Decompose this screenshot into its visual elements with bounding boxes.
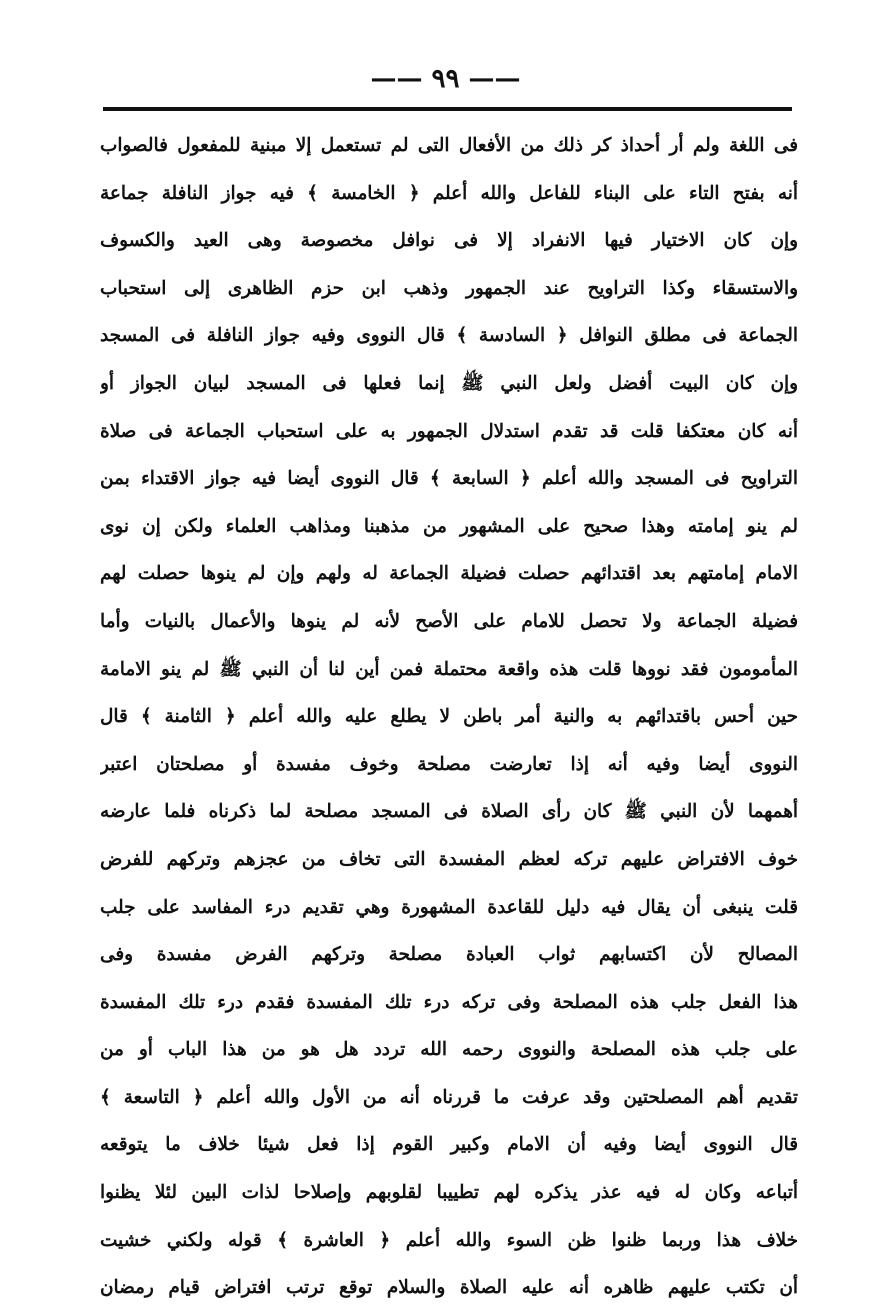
- text-line: فى اللغة ولم أر أحداذ كر ذلك من الأفعال التى لم تستعمل إلا مبنية للمفعول فالصواب: [100, 135, 798, 156]
- text-line: وإن كان الاختيار فيها الانفراد إلا فى نوافل مخصوصة وهى العيد والكسوف: [100, 230, 798, 252]
- text-line: والاستسقاء وكذا التراويح عند الجمهور وذهب ابن حزم الظاهرى إلى استحباب: [100, 277, 798, 299]
- text-line: أتباعه وكان له فيه عذر يذكره لهم تطييبا لقلوبهم وإصلاحا لذات البين لئلا يظنوا: [100, 1182, 798, 1204]
- text-line: الامام إمامتهم بعد اقتدائهم حصلت فضيلة الجماعة له ولهم وإن لم ينوها حصلت لهم: [100, 563, 798, 585]
- text-line: قلت ينبغى أن يقال فيه دليل للقاعدة المشهورة وهي تقديم درء المفاسد على جلب: [100, 896, 798, 918]
- text-body: [100, 122, 798, 1312]
- text-line: لم ينو إمامته وهذا صحيح على المشهور من مذهبنا ومذاهب العلماء ولكن إن نوى: [100, 515, 798, 537]
- header-rule: [103, 107, 792, 111]
- text-line: هذا الفعل جلب هذه المصلحة وفى تركه درء تلك المفسدة فقدم درء تلك المفسدة: [100, 991, 798, 1013]
- text-line: أن تكتب عليهم ظاهره أنه عليه الصلاة والسلام توقع ترتب افتراض قيام رمضان: [100, 1277, 798, 1299]
- text-line: قال النووى أيضا وفيه أن الامام وكبير القوم إذا فعل شيئا خلاف ما يتوقعه: [100, 1134, 798, 1156]
- text-line: التراويح فى المسجد والله أعلم ﴿ السابعة ﴾ قال النووى أيضا فيه جواز الاقتداء بمن: [100, 468, 798, 490]
- text-line: المأمومون فقد نووها قلت هذه واقعة محتملة فمن أين لنا أن النبي ﷺ لم ينو الامامة: [100, 658, 798, 680]
- text-line: الجماعة فى مطلق النوافل ﴿ السادسة ﴾ قال النووى وفيه جواز النافلة فى المسجد: [100, 325, 798, 347]
- text-line: أنه بفتح التاء على البناء للفاعل والله أعلم ﴿ الخامسة ﴾ فيه جواز النافلة جماعة: [100, 182, 798, 204]
- text-line: أنه كان معتكفا قلت قد تقدم استدلال الجمهور به على استحباب الجماعة فى صلاة: [100, 420, 798, 442]
- text-line: وإن كان البيت أفضل ولعل النبي ﷺ إنما فعلها فى المسجد لبيان الجواز أو: [100, 372, 798, 394]
- text-line: المصالح لأن اكتسابهم ثواب العبادة مصلحة وتركهم الفرض مفسدة وفى: [100, 944, 798, 966]
- text-line: أهمهما لأن النبي ﷺ كان رأى الصلاة فى المسجد مصلحة لما ذكرناه فلما عارضه: [100, 801, 798, 823]
- page-number: —— ٩٩ ——: [370, 64, 521, 94]
- text-line: خوف الافتراض عليهم تركه لعظم المفسدة التى تخاف من عجزهم وتركهم للفرض: [100, 848, 798, 870]
- text-line: فضيلة الجماعة ولا تحصل للامام على الأصح لأنه لم ينوها والأعمال بالنيات وأما: [100, 610, 798, 632]
- text-line: النووى أيضا وفيه أنه إذا تعارضت مصلحة وخوف مفسدة أو مصلحتان اعتبر: [100, 753, 798, 775]
- text-line: خلاف هذا وربما ظنوا ظن السوء والله أعلم ﴿ العاشرة ﴾ قوله ولكني خشيت: [100, 1229, 798, 1251]
- text-line: على جلب هذه المصلحة والنووى رحمه الله تردد هل هو من هذا الباب أو من: [100, 1039, 798, 1061]
- text-line: حين أحس باقتدائهم به والنية أمر باطن لا يطلع عليه والله أعلم ﴿ الثامنة ﴾ قال: [100, 706, 798, 728]
- text-line: تقديم أهم المصلحتين وقد عرفت ما قررناه أنه من الأول والله أعلم ﴿ التاسعة ﴾: [100, 1086, 798, 1108]
